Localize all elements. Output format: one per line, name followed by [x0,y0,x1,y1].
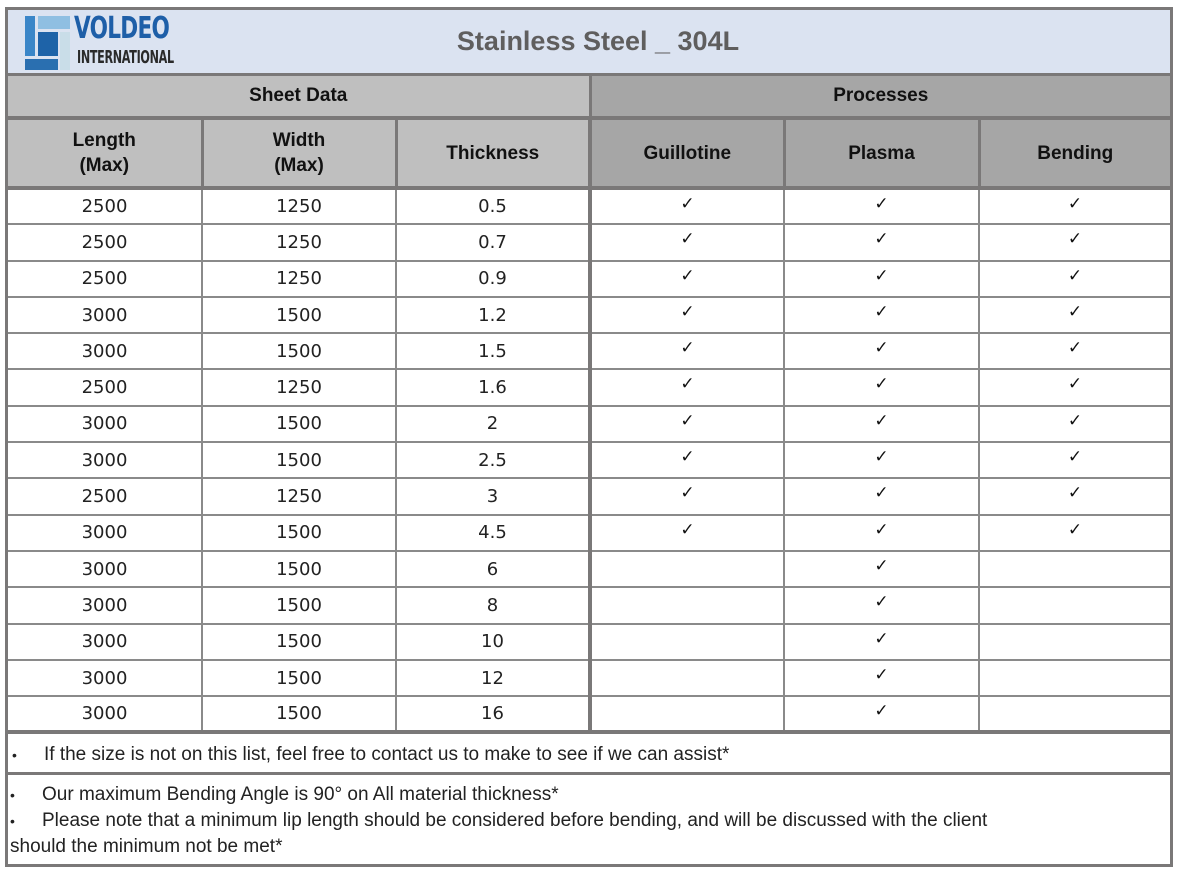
cell-length: 3000 [8,587,202,623]
material-sheet [5,7,1173,867]
cell-width: 1250 [202,188,396,224]
column-header-length-sub: (Max) [79,155,130,176]
check-icon-plasma: ✓ [784,333,979,369]
cell-length: 2500 [8,224,202,260]
column-header-width-label: Width [272,130,326,151]
check-icon-plasma: ✓ [784,297,979,333]
column-header-thickness: Thickness [396,118,590,188]
cell-thickness: 8 [396,587,590,623]
check-icon-plasma: ✓ [784,587,979,623]
cell-thickness: 3 [396,478,590,514]
check-icon-guillotine [590,551,784,587]
table-row [8,297,1170,333]
check-icon-plasma: ✓ [784,660,979,696]
check-icon-guillotine: ✓ [590,478,784,514]
logo-subtitle: INTERNATIONAL [77,47,174,68]
cell-width: 1500 [202,660,396,696]
check-icon-plasma: ✓ [784,696,979,732]
table-row [8,478,1170,514]
check-icon-plasma: ✓ [784,478,979,514]
check-icon-guillotine: ✓ [590,333,784,369]
cell-thickness: 1.5 [396,333,590,369]
cell-length: 3000 [8,624,202,660]
check-icon-plasma: ✓ [784,515,979,551]
cell-width: 1500 [202,406,396,442]
title-bar [8,10,1170,76]
cell-width: 1250 [202,369,396,405]
cell-length: 3000 [8,515,202,551]
cell-width: 1500 [202,515,396,551]
cell-width: 1250 [202,224,396,260]
cell-thickness: 2 [396,406,590,442]
check-icon-bending [979,696,1170,732]
cell-width: 1500 [202,587,396,623]
check-icon-guillotine [590,696,784,732]
cell-thickness: 0.5 [396,188,590,224]
table-row [8,442,1170,478]
note-text: If the size is not on this list, feel free to contact us to make to see if we can assist* [44,744,730,765]
check-icon-bending [979,587,1170,623]
table-row [8,696,1170,732]
table-row [8,224,1170,260]
check-icon-bending: ✓ [979,297,1170,333]
cell-length: 3000 [8,551,202,587]
table-row [8,406,1170,442]
table-row [8,551,1170,587]
check-icon-guillotine: ✓ [590,297,784,333]
check-icon-guillotine: ✓ [590,224,784,260]
cell-width: 1250 [202,478,396,514]
cell-thickness: 1.2 [396,297,590,333]
check-icon-bending: ✓ [979,369,1170,405]
check-icon-bending: ✓ [979,442,1170,478]
cell-width: 1500 [202,297,396,333]
cell-length: 3000 [8,696,202,732]
group-header-processes: Processes [590,76,1170,118]
cell-thickness: 16 [396,696,590,732]
table-row [8,369,1170,405]
check-icon-bending [979,551,1170,587]
cell-length: 2500 [8,261,202,297]
cell-width: 1500 [202,442,396,478]
check-icon-plasma: ✓ [784,551,979,587]
check-icon-bending: ✓ [979,188,1170,224]
column-header-width-sub: (Max) [274,155,324,176]
cell-thickness: 12 [396,660,590,696]
table-row [8,261,1170,297]
sheet-table [8,76,1170,734]
check-icon-bending: ✓ [979,224,1170,260]
check-icon-guillotine: ✓ [590,442,784,478]
note-text: Our maximum Bending Angle is 90° on All material thickness* [42,784,559,805]
cell-width: 1500 [202,696,396,732]
table-row [8,660,1170,696]
check-icon-guillotine: ✓ [590,261,784,297]
cell-thickness: 0.7 [396,224,590,260]
table-row [8,333,1170,369]
column-header-length [8,118,202,188]
group-header-sheet-data: Sheet Data [8,76,590,118]
table-row [8,587,1170,623]
check-icon-guillotine: ✓ [590,188,784,224]
check-icon-plasma: ✓ [784,406,979,442]
check-icon-plasma: ✓ [784,624,979,660]
check-icon-plasma: ✓ [784,261,979,297]
column-header-guillotine: Guillotine [590,118,784,188]
cell-length: 3000 [8,406,202,442]
cell-length: 3000 [8,442,202,478]
cell-length: 2500 [8,478,202,514]
check-icon-plasma: ✓ [784,188,979,224]
cell-width: 1500 [202,551,396,587]
notes-section [8,735,1170,860]
cell-thickness: 6 [396,551,590,587]
check-icon-bending [979,660,1170,696]
page-title: Stainless Steel _ 304L [456,26,740,56]
cell-thickness: 1.6 [396,369,590,405]
cell-length: 2500 [8,188,202,224]
bullet-icon: • [10,813,15,829]
check-icon-guillotine [590,587,784,623]
note-lip-length-cont: should the minimum not be met* [10,836,283,857]
cell-length: 3000 [8,297,202,333]
note-size-contact [8,735,1170,775]
bullet-icon: • [12,747,17,763]
column-header-bending: Bending [979,118,1170,188]
check-icon-bending: ✓ [979,478,1170,514]
cell-length: 2500 [8,369,202,405]
logo-name: VOLDEO [74,11,170,46]
check-icon-bending: ✓ [979,515,1170,551]
check-icon-guillotine [590,624,784,660]
check-icon-guillotine: ✓ [590,406,784,442]
check-icon-guillotine: ✓ [590,515,784,551]
check-icon-guillotine [590,660,784,696]
column-header-width [202,118,396,188]
table-row [8,515,1170,551]
column-header-plasma: Plasma [784,118,979,188]
cell-width: 1250 [202,261,396,297]
table-row [8,188,1170,224]
cell-length: 3000 [8,660,202,696]
check-icon-bending: ✓ [979,406,1170,442]
check-icon-bending: ✓ [979,261,1170,297]
note-bending [8,775,1170,860]
cell-width: 1500 [202,624,396,660]
cell-thickness: 2.5 [396,442,590,478]
note-bending-angle [10,782,1170,808]
cell-thickness: 10 [396,624,590,660]
check-icon-plasma: ✓ [784,442,979,478]
check-icon-bending: ✓ [979,333,1170,369]
note-text: Please note that a minimum lip length should be considered before bending, and will be discussed with the client [42,810,988,831]
bullet-icon: • [10,787,15,803]
check-icon-plasma: ✓ [784,369,979,405]
table-row [8,624,1170,660]
check-icon-bending [979,624,1170,660]
check-icon-plasma: ✓ [784,224,979,260]
note-lip-length [10,808,1170,834]
column-header-length-label: Length [72,130,136,151]
check-icon-guillotine: ✓ [590,369,784,405]
cell-length: 3000 [8,333,202,369]
cell-thickness: 0.9 [396,261,590,297]
cell-width: 1500 [202,333,396,369]
cell-thickness: 4.5 [396,515,590,551]
